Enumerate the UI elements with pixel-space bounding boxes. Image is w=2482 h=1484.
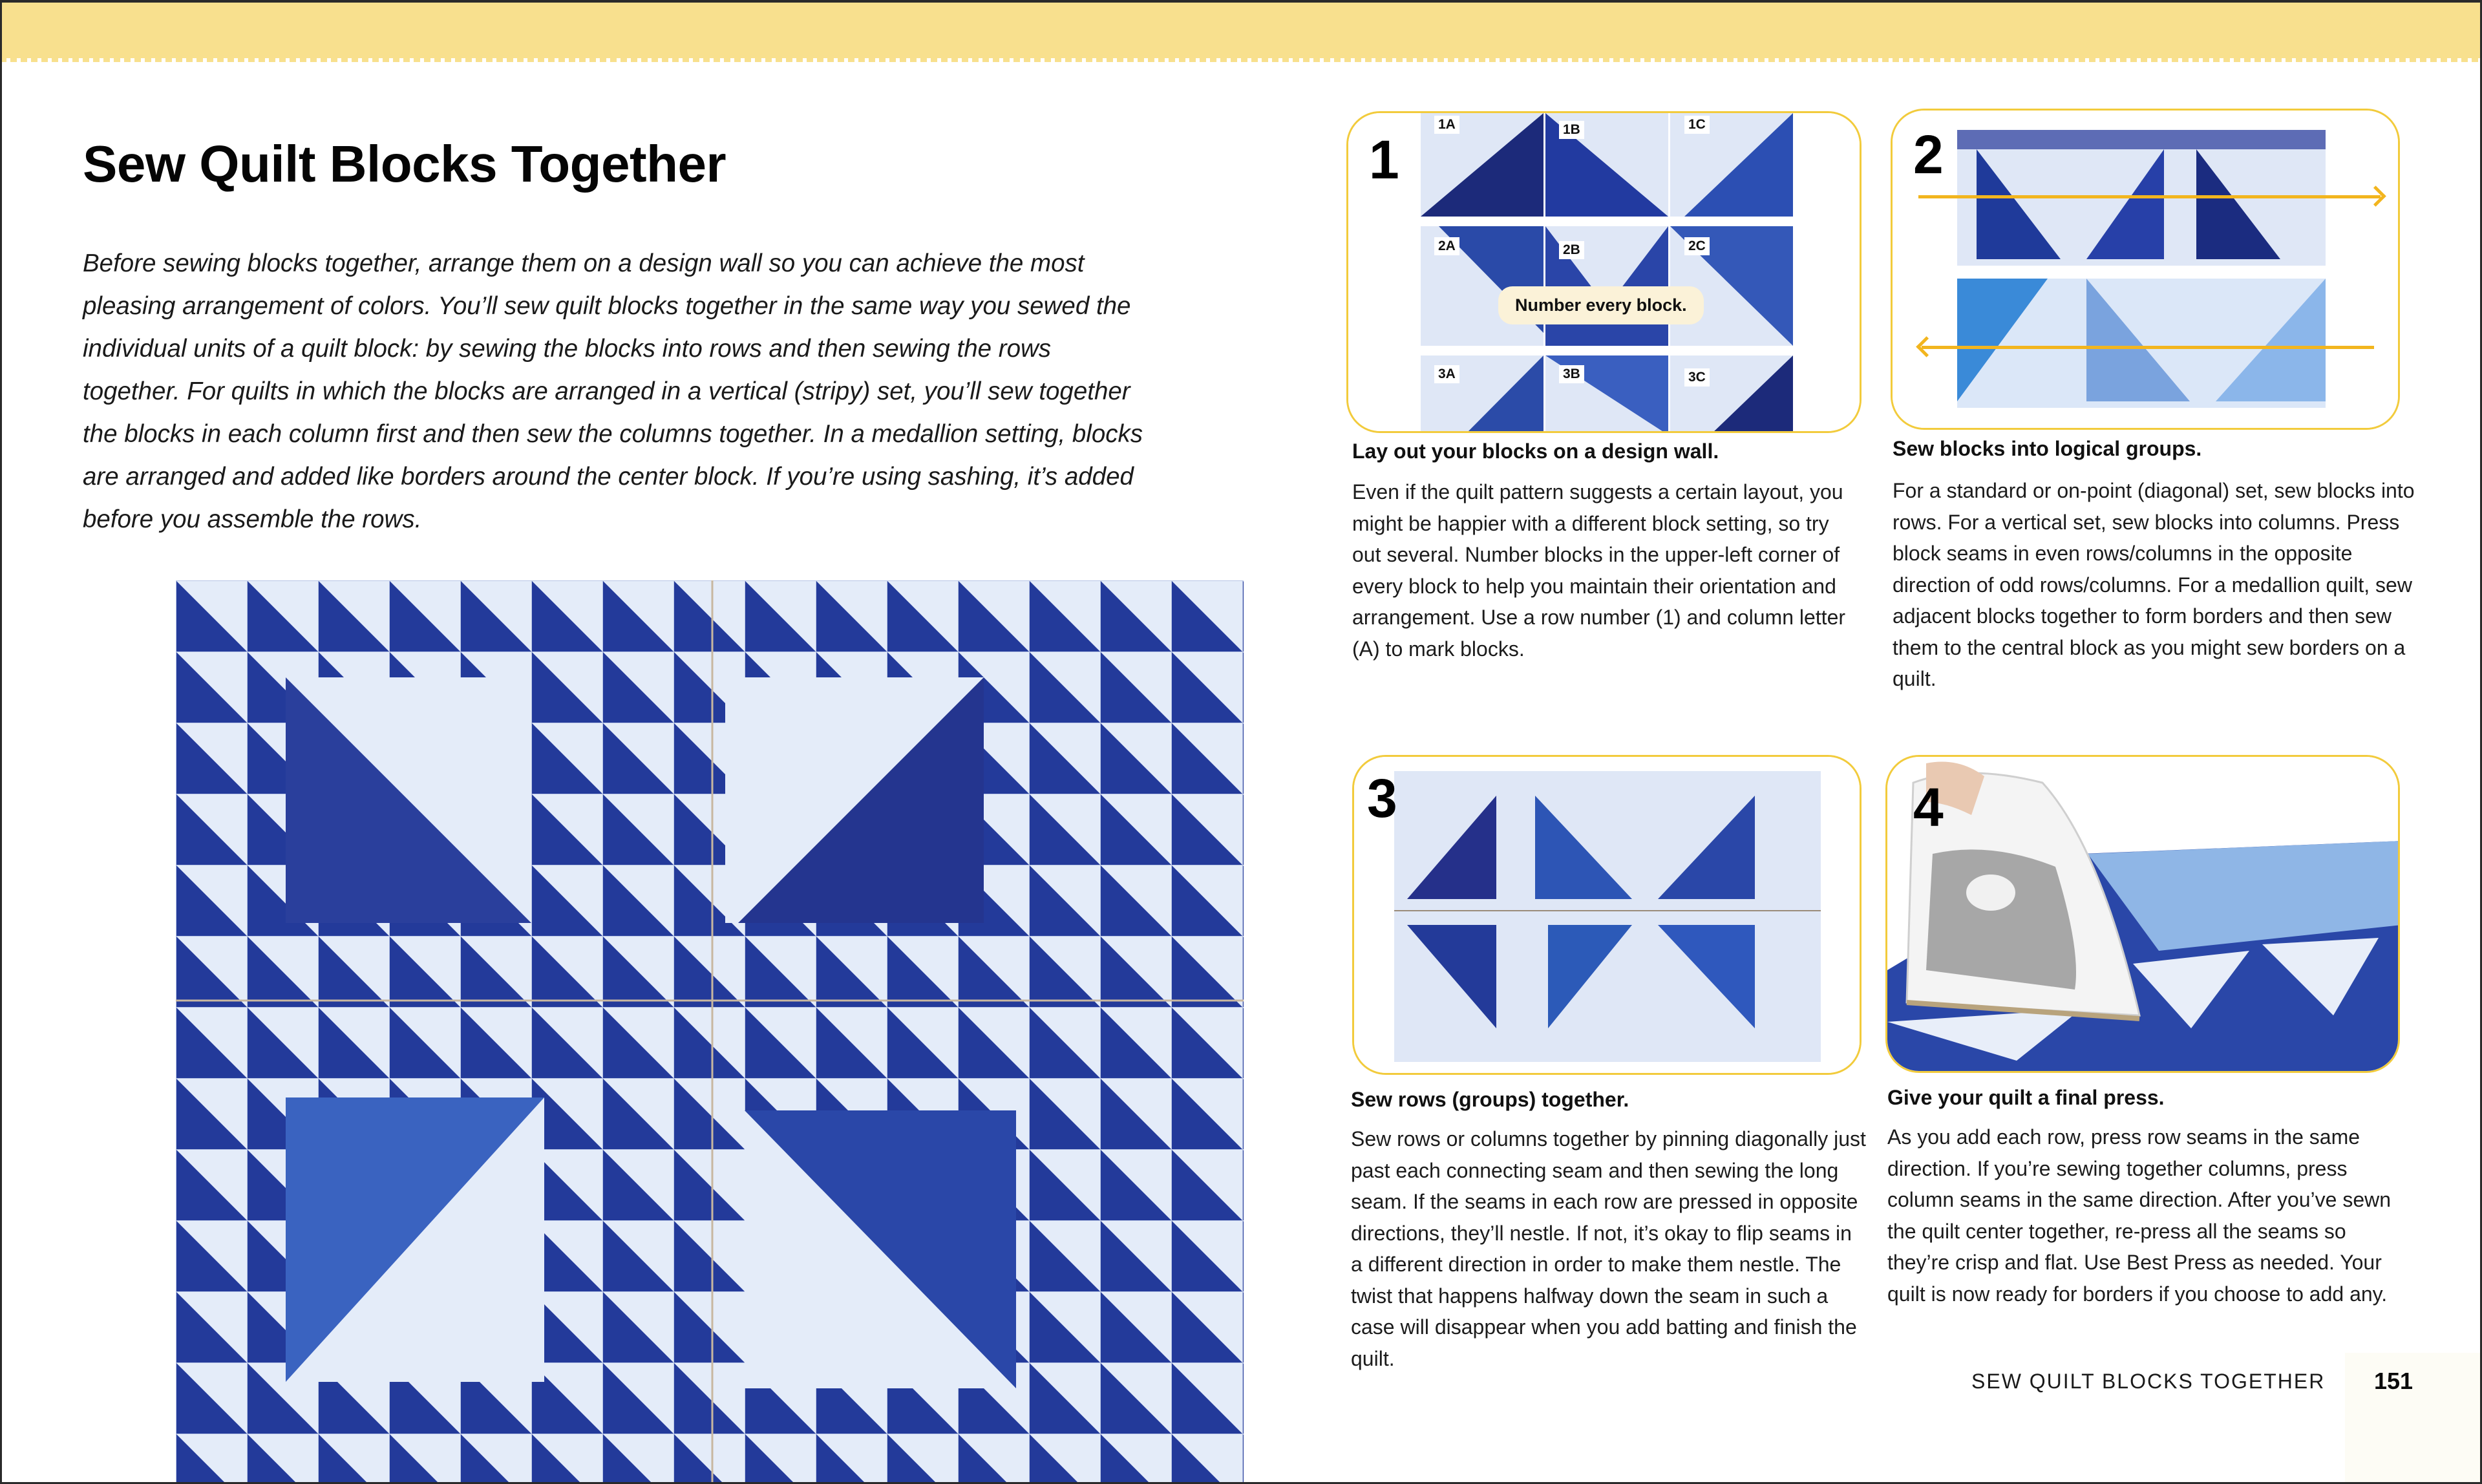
page-title: Sew Quilt Blocks Together [83,135,727,193]
arrow-right-icon [1918,195,2381,198]
step-4-image-frame [1885,755,2400,1073]
rows-pressed-opposite-directions-photo [1893,111,2400,430]
step-heading: Sew rows (groups) together. [1351,1088,1629,1111]
block-label: 2A [1434,237,1459,255]
ironing-quilt-photo [1887,757,2400,1073]
block-label: 3B [1559,365,1584,383]
block-label: 3C [1684,368,1710,387]
block-label: 3A [1434,365,1459,383]
block-label: 2B [1559,241,1584,259]
step-body: Sew rows or columns together by pinning diagonally just past each connecting seam and then sewing the long seam. If the seams in each row are pressed in opposite directions, they’ll nestle. If not, it’s okay to flip seams in a different direction in order to make them nestle. The twist that happens halfway down the seam in such a case will disappear when you add batting and finish the quilt. [1351,1127,1866,1370]
block-label: 1B [1559,121,1584,139]
page-number: 151 [2374,1368,2413,1394]
rows-sewn-together-photo [1354,757,1862,1075]
quilt-blocks-photo [176,580,1244,1482]
step-number: 1 [1369,129,1399,190]
step-2-image-frame [1891,109,2400,430]
folio-tab [2345,1353,2482,1484]
step-heading: Give your quilt a final press. [1887,1086,2165,1109]
step-body: As you add each row, press row seams in the same direction. If you’re sewing together columns, press column seams in the same direction. After you’ve sewn the quilt center together, re-press all the seams so they’re crisp and flat. Use Best Press as needed. Your quilt is now ready for borders if you choose to add any. [1887,1125,2392,1306]
step-heading: Sew blocks into logical groups. [1893,437,2202,460]
running-head: SEW QUILT BLOCKS TOGETHER [1971,1370,2326,1393]
block-label: 1C [1684,116,1710,134]
step-body: Even if the quilt pattern suggests a certain layout, you might be happier with a different block setting, so try out several. Number blocks in the upper-left corner of every block to help you maintain their orientation and arrangement. Use a row number (1) and column letter (A) to mark blocks. [1352,480,1846,661]
step-heading: Lay out your blocks on a design wall. [1352,440,1719,463]
block-label: 2C [1684,237,1710,255]
intro-paragraph: Before sewing blocks together, arrange them on a design wall so you can achieve the most pleasing arrangement of colors. You’ll sew quilt blocks together in the same way you sewed the individual units of a quilt block: by sewing the blocks into rows and then sewing the rows together. For quilts in which the blocks are arranged in a vertical (stripy) set, you’ll sew together the blocks in each column first and then sew the columns together. In a medallion setting, blocks are arranged and added like borders around the center block. If you’re using sashing, it’s added before you assemble the rows. [83,249,1143,533]
numbered-blocks-photo [1348,113,1862,433]
step-1-image-frame [1346,111,1862,433]
step-number: 2 [1913,124,1944,185]
arrow-left-icon [1922,346,2374,349]
step-number: 4 [1913,777,1944,838]
decorative-top-band [0,0,2482,58]
callout-label: Number every block. [1498,286,1704,324]
block-label: 1A [1434,116,1459,134]
step-number: 3 [1367,768,1397,829]
step-3-image-frame [1352,755,1862,1075]
step-body: For a standard or on-point (diagonal) set, sew blocks into rows. For a vertical set, sew blocks into columns. Press block seams in even rows/columns in the opposite direction of odd rows/columns. For a medallion quilt, sew adjacent blocks together to form borders and then sew them to the central block as you might sew borders on a quilt. [1893,479,2415,690]
